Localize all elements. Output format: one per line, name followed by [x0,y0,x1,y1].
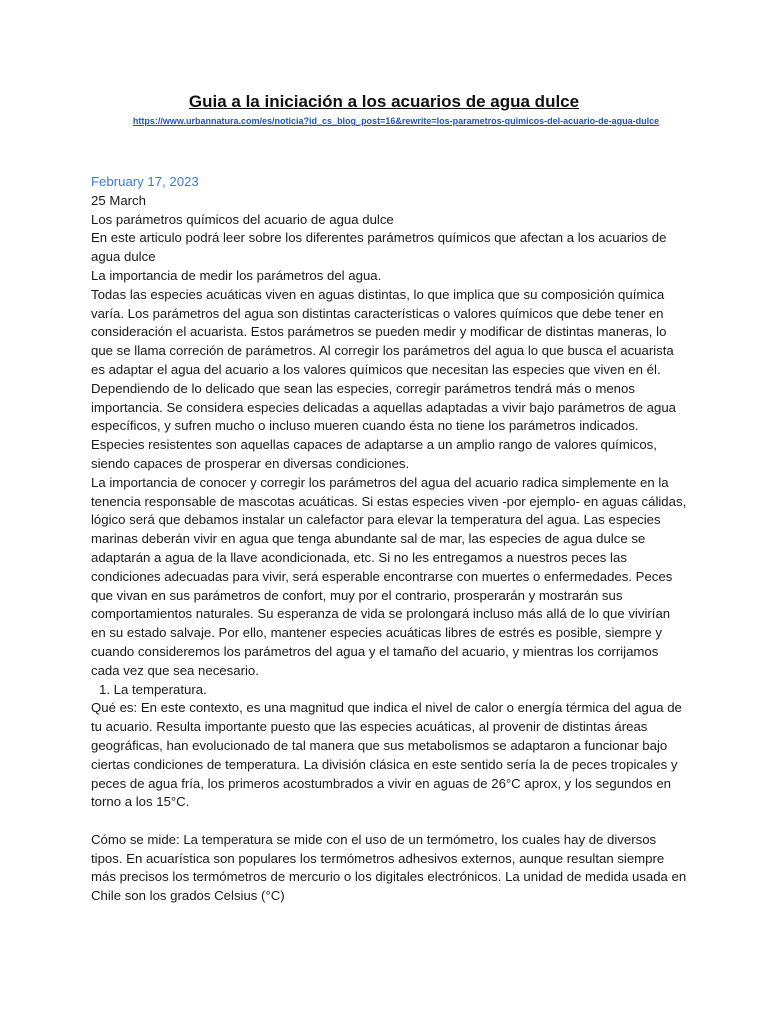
paragraph: Dependiendo de lo delicado que sean las especies, corregir parámetros tendrá más o menos importancia. Se considera especies delicadas a aquellas adaptadas a vivir bajo parámetros de agua específicos, y sufren mucho o incluso mueren cuando ésta no tiene los parámetros indicados. Especies resistentes son aquellas capaces de adaptarse a un amplio rango de valores químicos, siendo capaces de prosperar en diversas condiciones. [91,380,677,471]
paragraph-gap [91,812,687,831]
publish-date[interactable]: February 17, 2023 [91,174,199,189]
paragraph-date-secondary: 25 March [91,192,146,208]
article-intro: En este articulo podrá leer sobre los diferentes parámetros químicos que afectan a los acuarios de agua dulce [91,230,667,265]
paragraph-como-se-mide: Cómo se mide: La temperatura se mide con el uso de un termómetro, los cuales hay de diversos tipos. En acuarística son populares los termómetros adhesivos externos, aunque resultan siempre más precisos los termómetros de mercurio o los digitales electrónicos. La unidad de medida usada en Chile son los grados Celsius (°C) [91,831,687,904]
section-heading: La importancia de medir los parámetros del agua. [91,267,382,283]
list-item-temperature: 1. La temperatura. [99,681,207,697]
document-title: Guia a la iniciación a los acuarios de agua dulce [188,92,580,111]
source-link[interactable]: https://www.urbannatura.com/es/noticia?id_cs_blog_post=16&rewrite=los-parametros-quimicos-del-acuario-de-agua-dulce [132,116,660,126]
article-heading: Los parámetros químicos del acuario de agua dulce [91,211,394,227]
paragraph-que-es: Qué es: En este contexto, es una magnitud que indica el nivel de calor o energía térmica del agua de tu acuario. Resulta importante puesto que las especies acuáticas, al provenir de distintas áreas geográficas, han evolucionado de tal manera que sus metabolismos se adaptaron a funcionar bajo ciertas condiciones de temperatura. La división clásica en este sentido sería la de peces tropicales y peces de agua fría, los primeros acostumbrados a vivir en aguas de 26°C aprox, y los segundos en torno a los 15°C. [91,700,682,810]
paragraph: Todas las especies acuáticas viven en aguas distintas, lo que implica que su composición química varía. Los parámetros del agua son distintas características o valores químicos que debe tener en consideración el acuarista. Estos parámetros se pueden medir y modificar de distintas maneras, lo que se llama correción de parámetros. Al corregir los parámetros del agua lo que busca el acuarista es adaptar el agua del acuario a los valores químicos que necesitan las especies que viven en él. [91,286,674,377]
article-body [91,173,687,906]
paragraph: La importancia de conocer y corregir los parámetros del agua del acuario radica simplemente en la tenencia responsable de mascotas acuáticas. Si estas especies viven -por ejemplo- en aguas cálidas, lógico será que debamos instalar un calefactor para elevar la temperatura del agua. Las especies marinas deberán vivir en agua que tenga abundante sal de mar, las especies de agua dulce se adaptarán a agua de la llave acondicionada, etc. Si no les entregamos a nuestros peces las condiciones adecuadas para vivir, será esperable encontrarse con muertes o enfermedades. Peces que vivan en sus parámetros de confort, muy por el contrario, prosperarán y mostrarán sus comportamientos naturales. Su esperanza de vida se prolongará incluso más allá de lo que vivirían en su estado salvaje. Por ello, mantener especies acuáticas libres de estrés es posible, siempre y cuando consideremos los parámetros del agua y el tamaño del acuario, y mientras los corrijamos cada vez que sea necesario. [91,474,687,678]
